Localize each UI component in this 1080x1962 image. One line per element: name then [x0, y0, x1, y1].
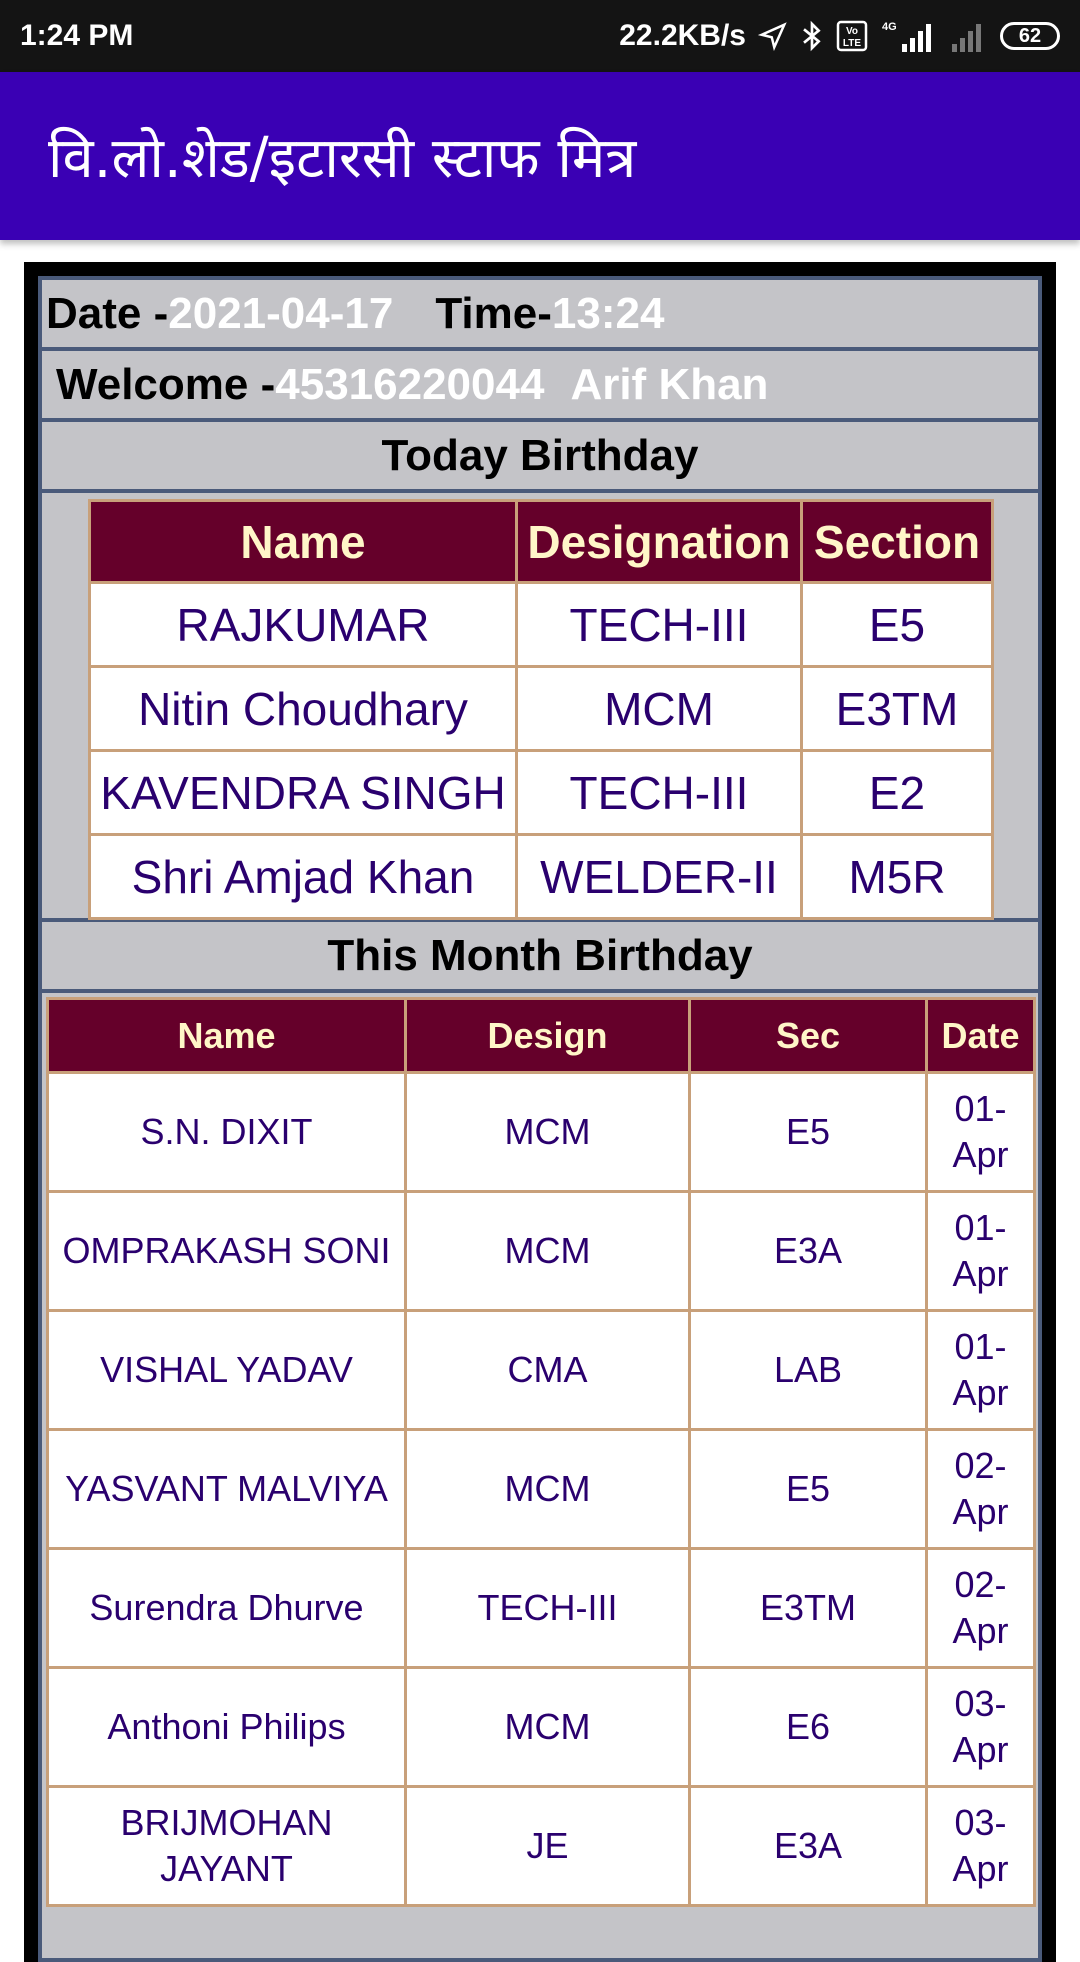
today-table-wrap [42, 493, 1038, 922]
cell-sec: E3A [690, 1787, 927, 1906]
table-row [90, 583, 993, 667]
month-birthday-table [46, 997, 1036, 1907]
cell-date: 02-Apr [927, 1430, 1035, 1549]
cell-section: M5R [802, 835, 993, 919]
signal-4g-icon [880, 18, 936, 54]
welcome-name: Arif Khan [570, 359, 769, 409]
welcome-row [42, 351, 1038, 422]
cell-section: E5 [802, 583, 993, 667]
cell-designation: TECH-III [517, 751, 802, 835]
column-header-name: Name [48, 999, 406, 1073]
cell-date: 01-Apr [927, 1073, 1035, 1192]
svg-text:Vo: Vo [845, 26, 859, 37]
cell-name: S.N. DIXIT [48, 1073, 406, 1192]
table-row [48, 1073, 1035, 1192]
table-header-row [90, 501, 993, 583]
cell-name: YASVANT MALVIYA [48, 1430, 406, 1549]
today-heading: Today Birthday [381, 430, 699, 480]
signal-empty-icon [948, 18, 988, 54]
cell-designation: TECH-III [517, 583, 802, 667]
table-row [48, 1192, 1035, 1311]
cell-design: MCM [406, 1192, 690, 1311]
status-bar [0, 0, 1080, 72]
panel-inner [38, 276, 1042, 1962]
battery-level: 62 [1018, 24, 1042, 47]
column-header-section: Section [802, 501, 993, 583]
date-value: 2021-04-17 [168, 288, 394, 338]
cell-sec: LAB [690, 1311, 927, 1430]
time-label: Time- [435, 288, 552, 338]
cell-name: Surendra Dhurve [48, 1549, 406, 1668]
app-bar [0, 72, 1080, 240]
volte-icon [836, 20, 868, 52]
cell-section: E2 [802, 751, 993, 835]
table-row [48, 1787, 1035, 1906]
cell-name: Nitin Choudhary [90, 667, 517, 751]
column-header-name: Name [90, 501, 517, 583]
status-icons [619, 18, 1060, 54]
table-row [90, 667, 993, 751]
month-table-wrap [42, 993, 1038, 1907]
cell-name: KAVENDRA SINGH [90, 751, 517, 835]
cell-sec: E3A [690, 1192, 927, 1311]
cell-design: MCM [406, 1430, 690, 1549]
cell-design: MCM [406, 1073, 690, 1192]
cell-design: TECH-III [406, 1549, 690, 1668]
month-heading: This Month Birthday [327, 930, 753, 980]
svg-text:LTE: LTE [842, 38, 862, 49]
bluetooth-icon [800, 20, 824, 52]
cell-sec: E5 [690, 1430, 927, 1549]
column-header-designation: Designation [517, 501, 802, 583]
welcome-id: 45316220044 [275, 359, 545, 409]
cell-name: OMPRAKASH SONI [48, 1192, 406, 1311]
time-value: 13:24 [551, 288, 665, 338]
table-row [48, 1549, 1035, 1668]
today-birthday-table [88, 499, 994, 920]
cell-sec: E6 [690, 1668, 927, 1787]
cell-name: BRIJMOHAN JAYANT [48, 1787, 406, 1906]
cell-designation: MCM [517, 667, 802, 751]
status-time: 1:24 PM [20, 19, 134, 52]
table-row [48, 1430, 1035, 1549]
cell-name: VISHAL YADAV [48, 1311, 406, 1430]
table-row [90, 751, 993, 835]
column-header-date: Date [927, 999, 1035, 1073]
column-header-design: Design [406, 999, 690, 1073]
cell-section: E3TM [802, 667, 993, 751]
cell-name: Shri Amjad Khan [90, 835, 517, 919]
cell-name: RAJKUMAR [90, 583, 517, 667]
cell-design: CMA [406, 1311, 690, 1430]
location-icon [758, 21, 788, 51]
cell-date: 02-Apr [927, 1549, 1035, 1668]
cell-sec: E5 [690, 1073, 927, 1192]
cell-date: 01-Apr [927, 1192, 1035, 1311]
welcome-label: Welcome - [56, 359, 276, 409]
table-header-row [48, 999, 1035, 1073]
cell-designation: WELDER-II [517, 835, 802, 919]
month-heading-row [42, 922, 1038, 993]
cell-design: JE [406, 1787, 690, 1906]
network-label: 4G [882, 21, 897, 33]
cell-date: 01-Apr [927, 1311, 1035, 1430]
app-title: वि.लो.शेड/इटारसी स्टाफ मित्र [48, 126, 637, 191]
column-header-sec: Sec [690, 999, 927, 1073]
table-row [90, 835, 993, 919]
cell-sec: E3TM [690, 1549, 927, 1668]
main-panel [24, 262, 1056, 1962]
cell-date: 03-Apr [927, 1668, 1035, 1787]
table-row [48, 1311, 1035, 1430]
cell-date: 03-Apr [927, 1787, 1035, 1906]
date-time-row [42, 280, 1038, 351]
battery-icon [1000, 22, 1060, 50]
cell-design: MCM [406, 1668, 690, 1787]
today-heading-row [42, 422, 1038, 493]
date-label: Date - [46, 288, 169, 338]
cell-name: Anthoni Philips [48, 1668, 406, 1787]
table-row [48, 1668, 1035, 1787]
net-speed: 22.2KB/s [619, 19, 746, 52]
